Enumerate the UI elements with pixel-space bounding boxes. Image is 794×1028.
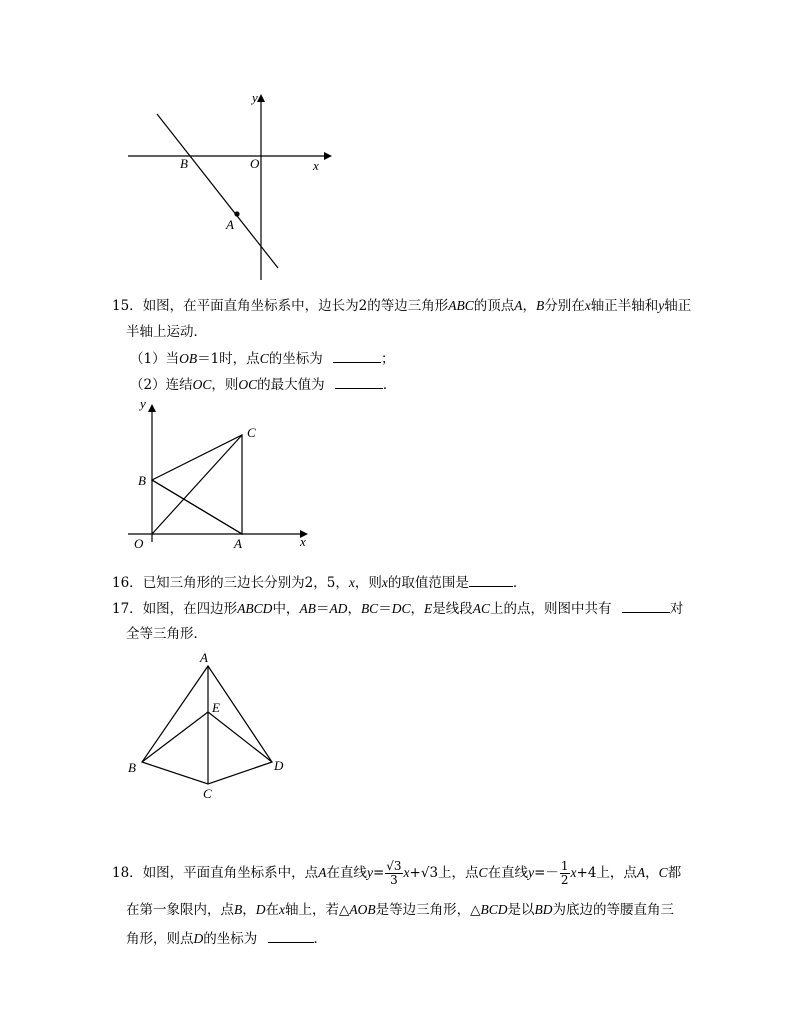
q18-text: = — [372, 865, 385, 881]
q18-number: 18． — [112, 865, 143, 881]
q18-a: A — [318, 865, 327, 880]
fraction-numerator: 1 — [560, 859, 569, 873]
answer-blank-q17[interactable] — [622, 598, 670, 613]
q15-text: 的最大值为 — [257, 377, 325, 393]
q17-text: 上的点，则图中共有 — [489, 601, 612, 617]
q17-text: ， — [347, 601, 361, 617]
label-y: y — [252, 90, 258, 105]
q18-text: 是等边三角形，△ — [375, 902, 481, 918]
q16-number: 16． — [112, 575, 143, 591]
figure-q17 — [122, 648, 292, 804]
q18-text: 角形，则点 — [126, 931, 194, 947]
q15-number: 15． — [112, 298, 143, 314]
q18-text: 在直线 — [487, 865, 529, 881]
x-axis-arrow — [324, 152, 332, 160]
label-a: A — [200, 650, 208, 665]
q18-aob: AOB — [349, 902, 376, 917]
q17-text: 如图，在四边形 — [142, 601, 238, 617]
q18-a: A — [636, 865, 646, 880]
q16-x: x — [348, 575, 355, 590]
fraction-numerator: √3 — [386, 859, 402, 873]
q17-ab: AB — [299, 601, 316, 616]
fraction-1-over-2 — [560, 860, 570, 887]
segment-be — [142, 712, 208, 762]
q18-text: 的坐标为 — [203, 931, 258, 947]
q18-text: ， — [242, 902, 256, 918]
label-x: x — [313, 158, 319, 173]
q15-c: C — [259, 351, 269, 366]
figure-q17-svg — [122, 648, 292, 804]
q18-text: 轴上，若△ — [285, 902, 350, 918]
q17-text: 中， — [272, 601, 300, 617]
q18-text: ． — [313, 931, 328, 947]
q17-line1 — [112, 598, 683, 619]
q17-text: ， — [410, 601, 424, 617]
label-a: A — [234, 536, 242, 551]
q18-text: 如图，平面直角坐标系中，点 — [142, 865, 319, 881]
answer-blank-q15-1[interactable] — [333, 348, 381, 363]
label-o: O — [250, 156, 260, 171]
q18-line3 — [126, 928, 327, 949]
q17-text: 对 — [669, 601, 684, 617]
q18-text: 都 — [667, 865, 682, 881]
q15-text: ＝1时，点 — [197, 351, 260, 367]
label-c: C — [203, 786, 212, 801]
q15-oc: OC — [192, 377, 212, 392]
fraction-denominator: 2 — [560, 873, 569, 887]
q15-part1 — [130, 348, 395, 369]
q18-text: 是以 — [507, 902, 535, 918]
q18-x: x — [403, 865, 410, 880]
segment-ba — [152, 480, 242, 534]
segment-oc — [152, 435, 242, 534]
q18-x: x — [570, 865, 577, 880]
q18-line2 — [126, 900, 674, 920]
fraction-sqrt3-over-3 — [385, 860, 402, 887]
q18-c: C — [478, 865, 488, 880]
figure-q15-svg — [124, 396, 320, 556]
q17-dc: DC — [391, 601, 411, 616]
q15-line2 — [126, 322, 207, 342]
q15-text: ． — [382, 377, 397, 393]
q15-text: 如图，在平面直角坐标系中，边长为2的等边三角形 — [142, 298, 449, 314]
q18-text: 在第一象限内，点 — [126, 902, 234, 918]
q16-text: ． — [512, 575, 527, 591]
label-c: C — [247, 425, 256, 440]
label-b: B — [180, 156, 188, 171]
q15-text: 轴正 — [664, 298, 692, 314]
q16-line — [112, 572, 526, 593]
q18-d: D — [193, 931, 204, 946]
answer-blank-q15-2[interactable] — [335, 374, 383, 389]
label-d: D — [274, 758, 284, 773]
q17-text: ＝ — [378, 601, 392, 617]
q15-a: A — [514, 298, 523, 313]
label-a: A — [226, 217, 234, 232]
q17-ac: AC — [472, 601, 490, 616]
q18-text: +4上，点 — [576, 865, 637, 881]
q18-text: 为底边的等腰直角三 — [552, 902, 675, 918]
q18-text: 上，点 — [438, 865, 479, 881]
q15-text: ， — [522, 298, 537, 314]
label-x: x — [300, 534, 306, 549]
q18-text: 在 — [265, 902, 279, 918]
q18-text: ， — [645, 865, 659, 881]
q15-line1 — [112, 296, 691, 316]
label-e: E — [212, 700, 220, 715]
q17-bc: BC — [360, 601, 379, 616]
q17-e: E — [423, 601, 433, 616]
y-axis-arrow — [257, 94, 265, 102]
q15-ob: OB — [179, 351, 198, 366]
answer-blank-q18[interactable] — [268, 928, 314, 943]
q18-text: + — [409, 865, 421, 881]
q18-text: 在直线 — [326, 865, 367, 881]
label-b: B — [138, 473, 146, 488]
q18-line1 — [112, 858, 681, 888]
figure-q15 — [124, 396, 320, 556]
q16-text: 已知三角形的三边长分别为2，5， — [142, 575, 349, 591]
q15-text: ； — [381, 351, 395, 367]
q17-text: 全等三角形． — [126, 626, 207, 642]
q15-oc: OC — [238, 377, 258, 392]
point-a — [234, 211, 239, 216]
label-y: y — [140, 396, 146, 411]
q15-x: x — [584, 298, 591, 313]
q18-y: y — [366, 865, 373, 880]
q16-x: x — [381, 575, 388, 590]
q15-text: 的坐标为 — [268, 351, 323, 367]
q18-b: B — [234, 902, 243, 917]
q17-abcd: ABCD — [237, 601, 273, 616]
quadrilateral-abcd — [142, 666, 272, 784]
q17-ad: AD — [329, 601, 348, 616]
label-o: O — [134, 536, 144, 551]
y-axis-arrow — [148, 404, 156, 412]
q18-bcd: BCD — [480, 902, 508, 917]
q15-text: 的顶点 — [473, 298, 515, 314]
q17-text: 是线段 — [432, 601, 473, 617]
q18-c: C — [658, 865, 668, 880]
q17-line2 — [126, 624, 207, 644]
q15-text: （2）连结 — [130, 377, 193, 393]
segment-de — [208, 712, 272, 762]
q18-x: x — [279, 902, 285, 917]
q15-text: （1）当 — [130, 351, 180, 367]
q15-text: 轴正半轴和 — [590, 298, 659, 314]
q15-text: 分别在 — [544, 298, 585, 314]
q17-number: 17． — [112, 601, 143, 617]
q16-text: 的取值范围是 — [387, 575, 469, 591]
q17-text: ＝ — [315, 601, 330, 617]
q18-text: =－ — [534, 865, 559, 881]
q15-text: 半轴上运动． — [126, 324, 207, 340]
q18-d: D — [255, 902, 266, 917]
q15-y: y — [658, 298, 665, 313]
fraction-denominator: 3 — [390, 873, 398, 887]
answer-blank-q16[interactable] — [469, 572, 513, 587]
q18-bd: BD — [534, 902, 553, 917]
q15-abc: ABC — [448, 298, 474, 313]
q18-y: y — [528, 865, 535, 880]
q15-b: B — [536, 298, 545, 313]
label-b: B — [128, 760, 136, 775]
figure-q14-svg — [120, 88, 340, 288]
figure-q14 — [120, 88, 340, 288]
q16-text: ，则 — [354, 575, 382, 591]
sqrt-3: √3 — [420, 865, 439, 881]
line-ab — [157, 114, 278, 268]
q15-text: ，则 — [211, 377, 239, 393]
q15-part2 — [130, 374, 396, 395]
